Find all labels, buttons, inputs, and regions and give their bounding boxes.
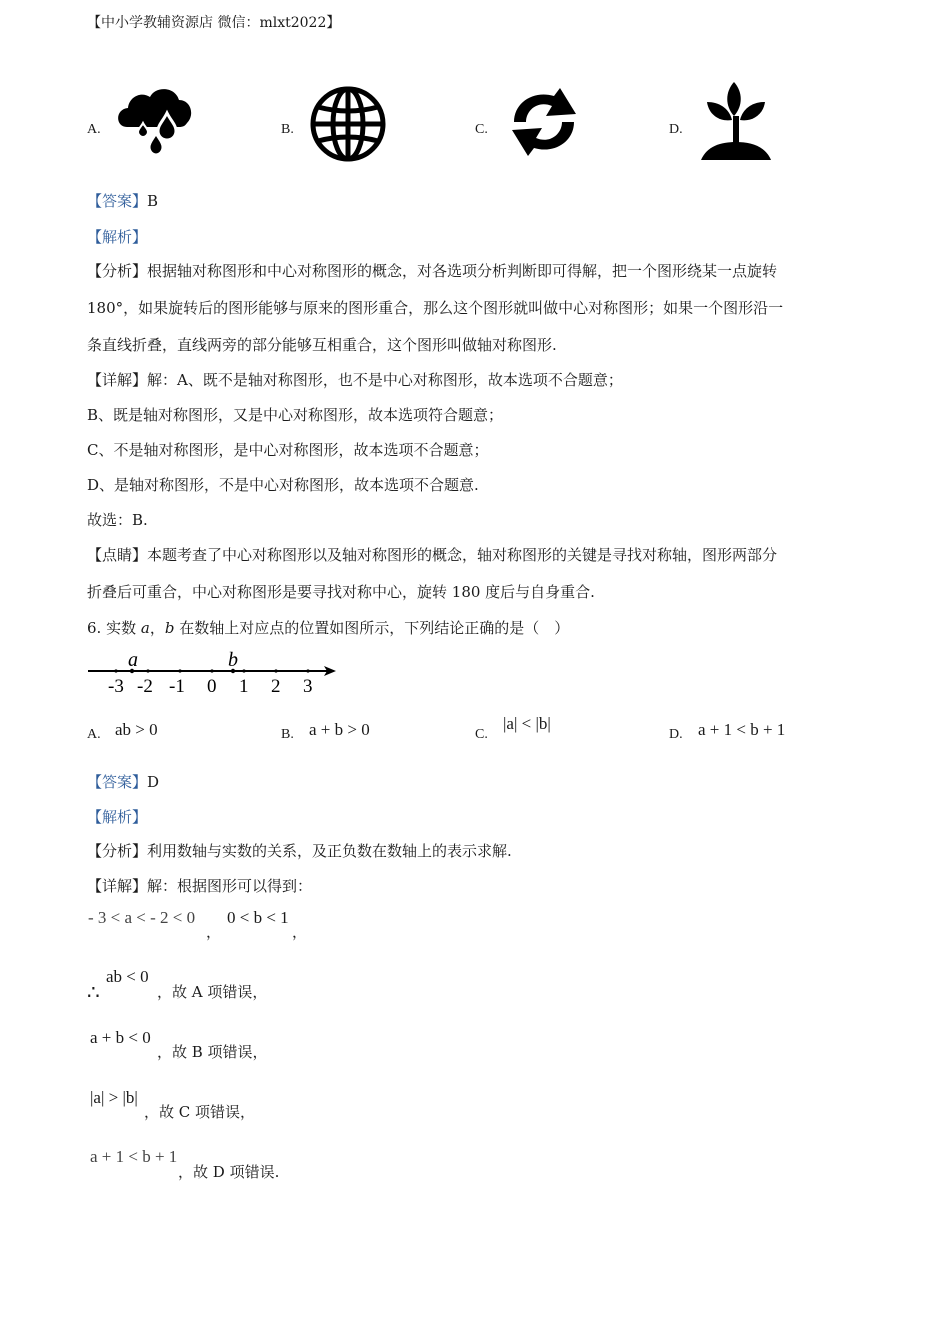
q6-step-2-expr: a + b < 0 [90, 1028, 151, 1047]
tick-label: -1 [169, 676, 185, 697]
q6-step-4-text: ，故 D 项错误. [178, 1163, 280, 1181]
q5-option-c-label: C. [475, 122, 488, 137]
q5-fenxi-line-2: 180°，如果旋转后的图形能够与原来的图形重合，那么这个图形就叫做中心对称图形；如果一个图形沿一 [87, 299, 784, 317]
q5-xiangjie-line-3: C、不是轴对称图形，是中心对称图形，故本选项不合题意； [87, 441, 489, 459]
number-line [86, 648, 342, 698]
q6-stem: 6. 实数 a，b 在数轴上对应点的位置如图所示，下列结论正确的是（ ） [87, 619, 570, 637]
q6-step-1-expr: ab < 0 [106, 967, 149, 986]
tick-mark [114, 669, 117, 672]
tick-mark [178, 669, 181, 672]
q6-step-1-text: ，故 A 项错误， [157, 983, 268, 1001]
q6-option-b-label: B. [281, 727, 294, 742]
q5-fenxi-line-3: 条直线折叠，直线两旁的部分能够互相重合，这个图形叫做轴对称图形. [87, 336, 557, 354]
q5-dianjing-line-2: 折叠后可重合，中心对称图形是要寻找对称中心，旋转 180 度后与自身重合. [87, 583, 595, 601]
q5-xiangjie-line-4: D、是轴对称图形，不是中心对称图形，故本选项不合题意. [87, 476, 479, 494]
tick-mark [146, 669, 149, 672]
therefore-symbol: ∴ [87, 980, 100, 1004]
q6-option-c-label: C. [475, 727, 488, 742]
tick-mark [306, 669, 309, 672]
q6-xiangjie: 【详解】解：根据图形可以得到： [87, 877, 313, 895]
tick-label: -3 [108, 676, 124, 697]
q6-range-comma-1: ， [206, 923, 222, 941]
tick-label: -2 [137, 676, 153, 697]
q5-xiangjie-line-5: 故选：B. [87, 511, 148, 529]
q6-option-d-label: D. [669, 727, 683, 742]
q5-option-a-label: A. [87, 122, 101, 137]
q6-step-2-text: ，故 B 项错误， [157, 1043, 268, 1061]
q6-range-a: - 3 < a < - 2 < 0 [88, 908, 196, 927]
cloud-rain-icon [113, 83, 195, 159]
q6-option-d-expr: a + 1 < b + 1 [698, 720, 786, 739]
q6-analysis-tag: 【解析】 [87, 808, 148, 826]
tick-mark [210, 669, 213, 672]
globe-icon [309, 85, 387, 163]
q6-step-4-expr: a + 1 < b + 1 [90, 1147, 178, 1166]
q6-option-c-expr: |a| < |b| [503, 714, 551, 733]
tick-label: 1 [239, 676, 249, 697]
q6-range-b: 0 < b < 1 [227, 908, 289, 927]
q6-option-b-expr: a + b > 0 [309, 720, 370, 739]
sprout-icon [699, 80, 773, 162]
q6-option-a-expr: ab > 0 [115, 720, 158, 739]
q5-option-b-label: B. [281, 122, 294, 137]
tick-mark [242, 669, 245, 672]
recycle-arrows-icon [500, 84, 588, 160]
point-b-label: b [228, 649, 238, 671]
q5-fenxi-line-1: 【分析】根据轴对称图形和中心对称图形的概念，对各选项分析判断即可得解，把一个图形绕某一点旋转 [87, 262, 778, 280]
q6-fenxi: 【分析】利用数轴与实数的关系，及正负数在数轴上的表示求解. [87, 842, 512, 860]
q6-step-3-text: ，故 C 项错误， [144, 1103, 256, 1121]
q6-step-3-expr: |a| > |b| [90, 1088, 138, 1107]
q5-analysis-tag: 【解析】 [87, 228, 148, 246]
q5-xiangjie-line-2: B、既是轴对称图形，又是中心对称图形，故本选项符合题意； [87, 406, 504, 424]
q5-answer: 【答案】B [87, 192, 159, 210]
q5-dianjing-line-1: 【点睛】本题考查了中心对称图形以及轴对称图形的概念，轴对称图形的关键是寻找对称轴，图形两部分 [87, 546, 778, 564]
q6-answer: 【答案】D [87, 773, 160, 791]
q6-option-a-label: A. [87, 727, 101, 742]
tick-label: 2 [271, 676, 281, 697]
q5-xiangjie-line-1: 【详解】解：A、既不是轴对称图形，也不是中心对称图形，故本选项不合题意； [87, 371, 623, 389]
tick-label: 0 [207, 676, 217, 697]
tick-mark [274, 669, 277, 672]
q5-option-d-label: D. [669, 122, 683, 137]
page-header: 【中小学教辅资源店 微信：mlxt2022】 [87, 15, 341, 31]
tick-label: 3 [303, 676, 313, 697]
point-a-label: a [128, 649, 138, 671]
q6-range-comma-2: ， [292, 923, 308, 941]
